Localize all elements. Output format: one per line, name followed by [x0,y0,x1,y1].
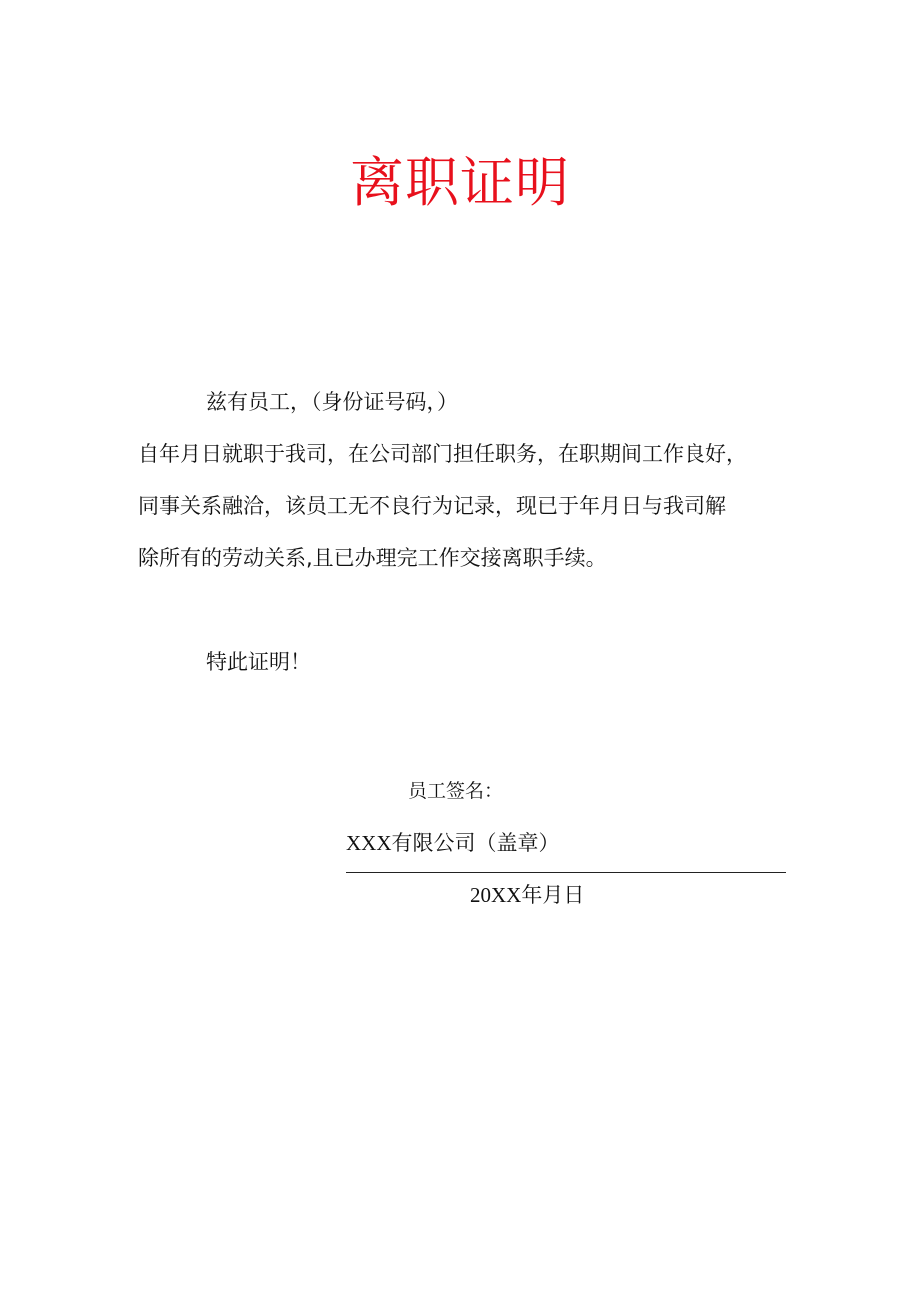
body-line-4: 除所有的劳动关系,且已办理完工作交接离职手续。 [138,546,607,570]
closing-line: 特此证明！ [206,650,311,674]
signature-date [470,878,584,912]
date-year-placeholder: 20XX [470,883,522,907]
body-line-2: 自年月日就职于我司，在公司部门担任职务，在职期间工作良好， [138,442,747,466]
document-body [138,376,798,688]
document-title: 离职证明 [350,151,570,214]
company-placeholder: XXX [346,831,392,855]
signature-divider [346,872,786,873]
company-name: 有限公司（盖章） [391,831,560,855]
date-suffix: 年月日 [521,883,585,907]
employee-signature-label: 员工签名： [408,780,504,802]
paragraph-spacer [138,584,798,636]
body-line-1: 兹有员工，（身份证号码，） [206,390,458,414]
body-line-3: 同事关系融洽，该员工无不良行为记录，现已于年月日与我司解 [138,494,726,518]
company-seal-line [346,826,560,860]
